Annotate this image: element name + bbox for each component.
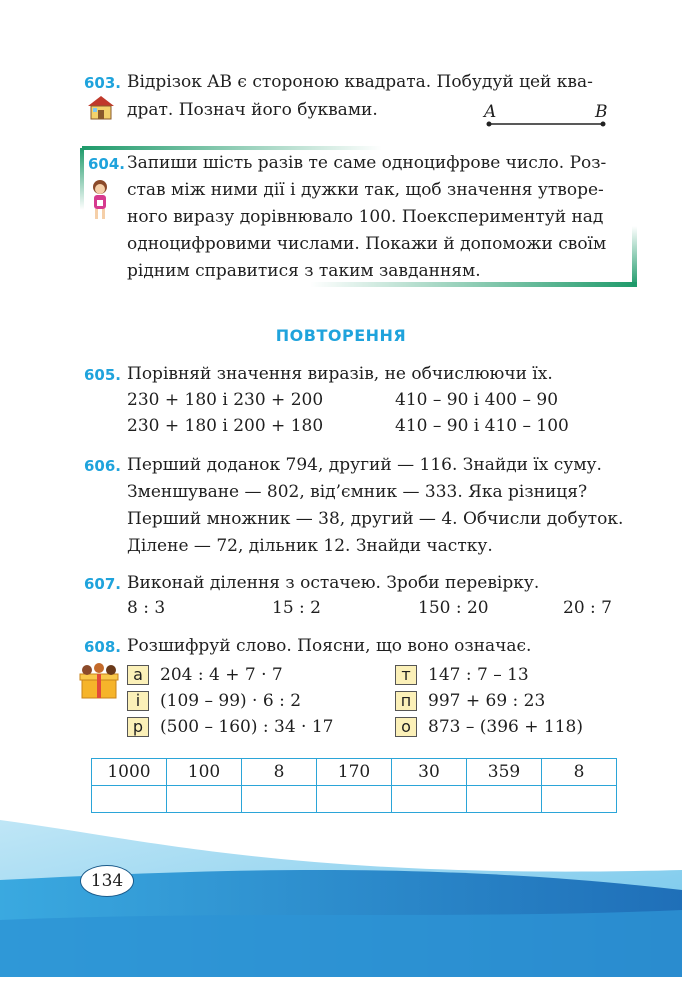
- frame-bottom: [310, 282, 637, 287]
- task-604-line-2: став між ними дії і дужки так, щоб значення утворе-: [127, 180, 604, 200]
- task-604-line-3: ного виразу дорівнювало 100. Поекспериментуй над: [127, 207, 604, 227]
- segment-ab: [488, 123, 604, 125]
- task-605-left-2: 230 + 180 і 200 + 180: [127, 416, 324, 436]
- task-607-item-3: 150 : 20: [418, 598, 489, 618]
- task-606-line-2: Зменшуване — 802, від’ємник — 333. Яка різниця?: [127, 482, 588, 502]
- segment-point-b-label: B: [595, 102, 608, 122]
- cipher-expression: 147 : 7 – 13: [428, 665, 529, 685]
- task-605-title: Порівняй значення виразів, не обчислюючи їх.: [127, 364, 553, 384]
- cipher-letter-box: р: [127, 717, 149, 737]
- cipher-letter-box: т: [395, 665, 417, 685]
- task-608-title: Розшифруй слово. Поясни, що воно означає.: [127, 636, 532, 656]
- frame-top: [82, 146, 382, 150]
- task-604-number: 604.: [88, 155, 126, 173]
- task-606-number: 606.: [84, 457, 122, 475]
- task-604-line-4: одноцифровими числами. Покажи й допоможи своїм: [127, 234, 607, 254]
- task-607-item-2: 15 : 2: [272, 598, 321, 618]
- task-605-right-2: 410 – 90 і 410 – 100: [395, 416, 569, 436]
- cipher-expression: (109 – 99) · 6 : 2: [160, 691, 302, 711]
- cipher-expression: 204 : 4 + 7 · 7: [160, 665, 283, 685]
- cipher-letter-box: о: [395, 717, 417, 737]
- task-607-item-1: 8 : 3: [127, 598, 166, 618]
- task-604-line-5: рідним справитися з таким завданням.: [127, 261, 481, 281]
- cipher-letter-box: п: [395, 691, 417, 711]
- page-number: 134: [80, 865, 134, 897]
- task-603-line-2: драт. Познач його буквами.: [127, 100, 378, 120]
- cipher-letter-box: і: [127, 691, 149, 711]
- answer-cell-value: 1000: [92, 759, 167, 786]
- section-heading: ПОВТОРЕННЯ: [275, 326, 407, 345]
- answer-cell-value: 8: [542, 759, 617, 786]
- gift-box-icon: [78, 662, 120, 700]
- task-606-line-4: Ділене — 72, дільник 12. Знайди частку.: [127, 536, 493, 556]
- cipher-expression: 997 + 69 : 23: [428, 691, 546, 711]
- task-606-line-3: Перший множник — 38, другий — 4. Обчисли добуток.: [127, 509, 624, 529]
- cipher-expression: 873 – (396 + 118): [428, 717, 583, 737]
- house-icon: [87, 94, 115, 120]
- task-607-title: Виконай ділення з остачею. Зроби перевірку.: [127, 573, 540, 593]
- segment-point-a-label: A: [484, 102, 497, 122]
- task-604-line-1: Запиши шість разів те саме одноцифрове число. Роз-: [127, 153, 607, 173]
- task-603-line-1: Відрізок AB є стороною квадрата. Побудуй цей ква-: [127, 72, 593, 92]
- task-605-left-1: 230 + 180 і 230 + 200: [127, 390, 324, 410]
- cipher-expression: (500 – 160) : 34 · 17: [160, 717, 334, 737]
- answer-cell-value: 170: [317, 759, 392, 786]
- task-608-number: 608.: [84, 638, 122, 656]
- frame-right: [632, 226, 637, 286]
- girl-icon: [88, 178, 112, 222]
- task-603-number: 603.: [84, 74, 122, 92]
- frame-left: [80, 148, 84, 210]
- task-605-right-1: 410 – 90 і 400 – 90: [395, 390, 559, 410]
- answer-cell-value: 100: [167, 759, 242, 786]
- answer-cell-value: 30: [392, 759, 467, 786]
- answer-table-values-row: [92, 759, 617, 786]
- answer-cell-value: 8: [242, 759, 317, 786]
- task-607-item-4: 20 : 7: [563, 598, 612, 618]
- task-607-number: 607.: [84, 575, 122, 593]
- cipher-letter-box: а: [127, 665, 149, 685]
- answer-cell-value: 359: [467, 759, 542, 786]
- task-605-number: 605.: [84, 366, 122, 384]
- task-606-line-1: Перший доданок 794, другий — 116. Знайди їх суму.: [127, 455, 602, 475]
